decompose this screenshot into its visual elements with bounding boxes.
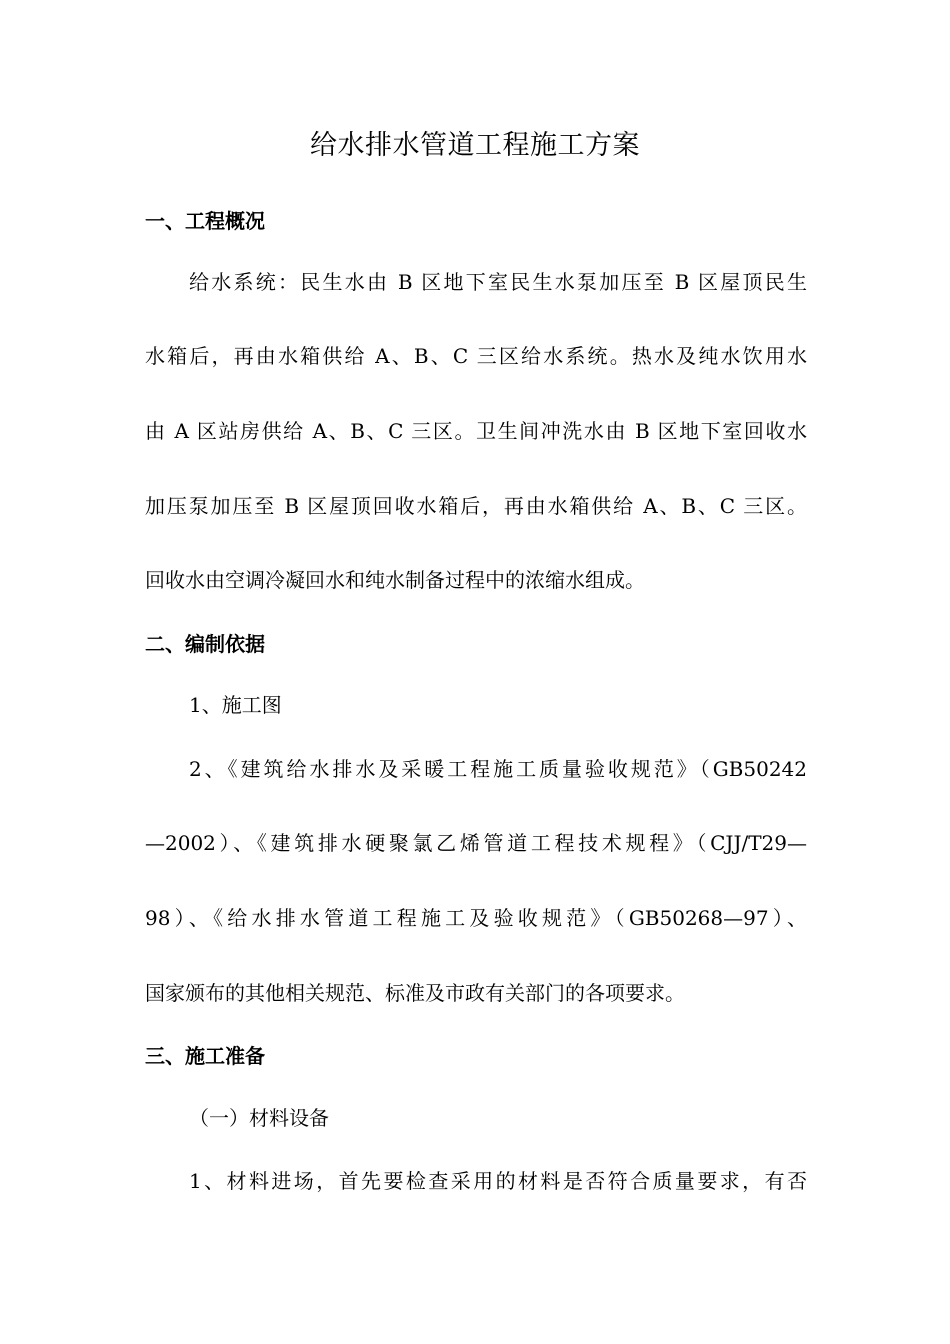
paragraph-line: 98）、《给水排水管道工程施工及验收规范》（GB50268—97）、 <box>145 906 807 930</box>
paragraph-line: 2、《建筑给水排水及采暖工程施工质量验收规范》（GB50242 <box>189 757 807 781</box>
document-title: 给水排水管道工程施工方案 <box>310 130 640 161</box>
paragraph-line: —2002）、《建筑排水硬聚氯乙烯管道工程技术规程》（CJJ/T29— <box>145 831 807 855</box>
paragraph-line: 1、材料进场，首先要检查采用的材料是否符合质量要求，有否 <box>189 1169 807 1193</box>
section-heading-overview: 一、工程概况 <box>145 209 265 233</box>
paragraph-line: 回收水由空调冷凝回水和纯水制备过程中的浓缩水组成。 <box>145 568 645 592</box>
subsection-heading: （一）材料设备 <box>189 1106 329 1130</box>
list-item: 1、施工图 <box>189 693 282 717</box>
paragraph-line: 国家颁布的其他相关规范、标准及市政有关部门的各项要求。 <box>145 981 685 1005</box>
paragraph-line: 给水系统：民生水由 B 区地下室民生水泵加压至 B 区屋顶民生 <box>189 270 807 294</box>
paragraph-line: 加压泵加压至 B 区屋顶回收水箱后，再由水箱供给 A、B、C 三区。 <box>145 494 807 518</box>
paragraph-line: 水箱后，再由水箱供给 A、B、C 三区给水系统。热水及纯水饮用水 <box>145 344 807 368</box>
section-heading-preparation: 三、施工准备 <box>145 1044 265 1068</box>
paragraph-line: 由 A 区站房供给 A、B、C 三区。卫生间冲洗水由 B 区地下室回收水 <box>145 419 807 443</box>
section-heading-basis: 二、编制依据 <box>145 632 265 656</box>
